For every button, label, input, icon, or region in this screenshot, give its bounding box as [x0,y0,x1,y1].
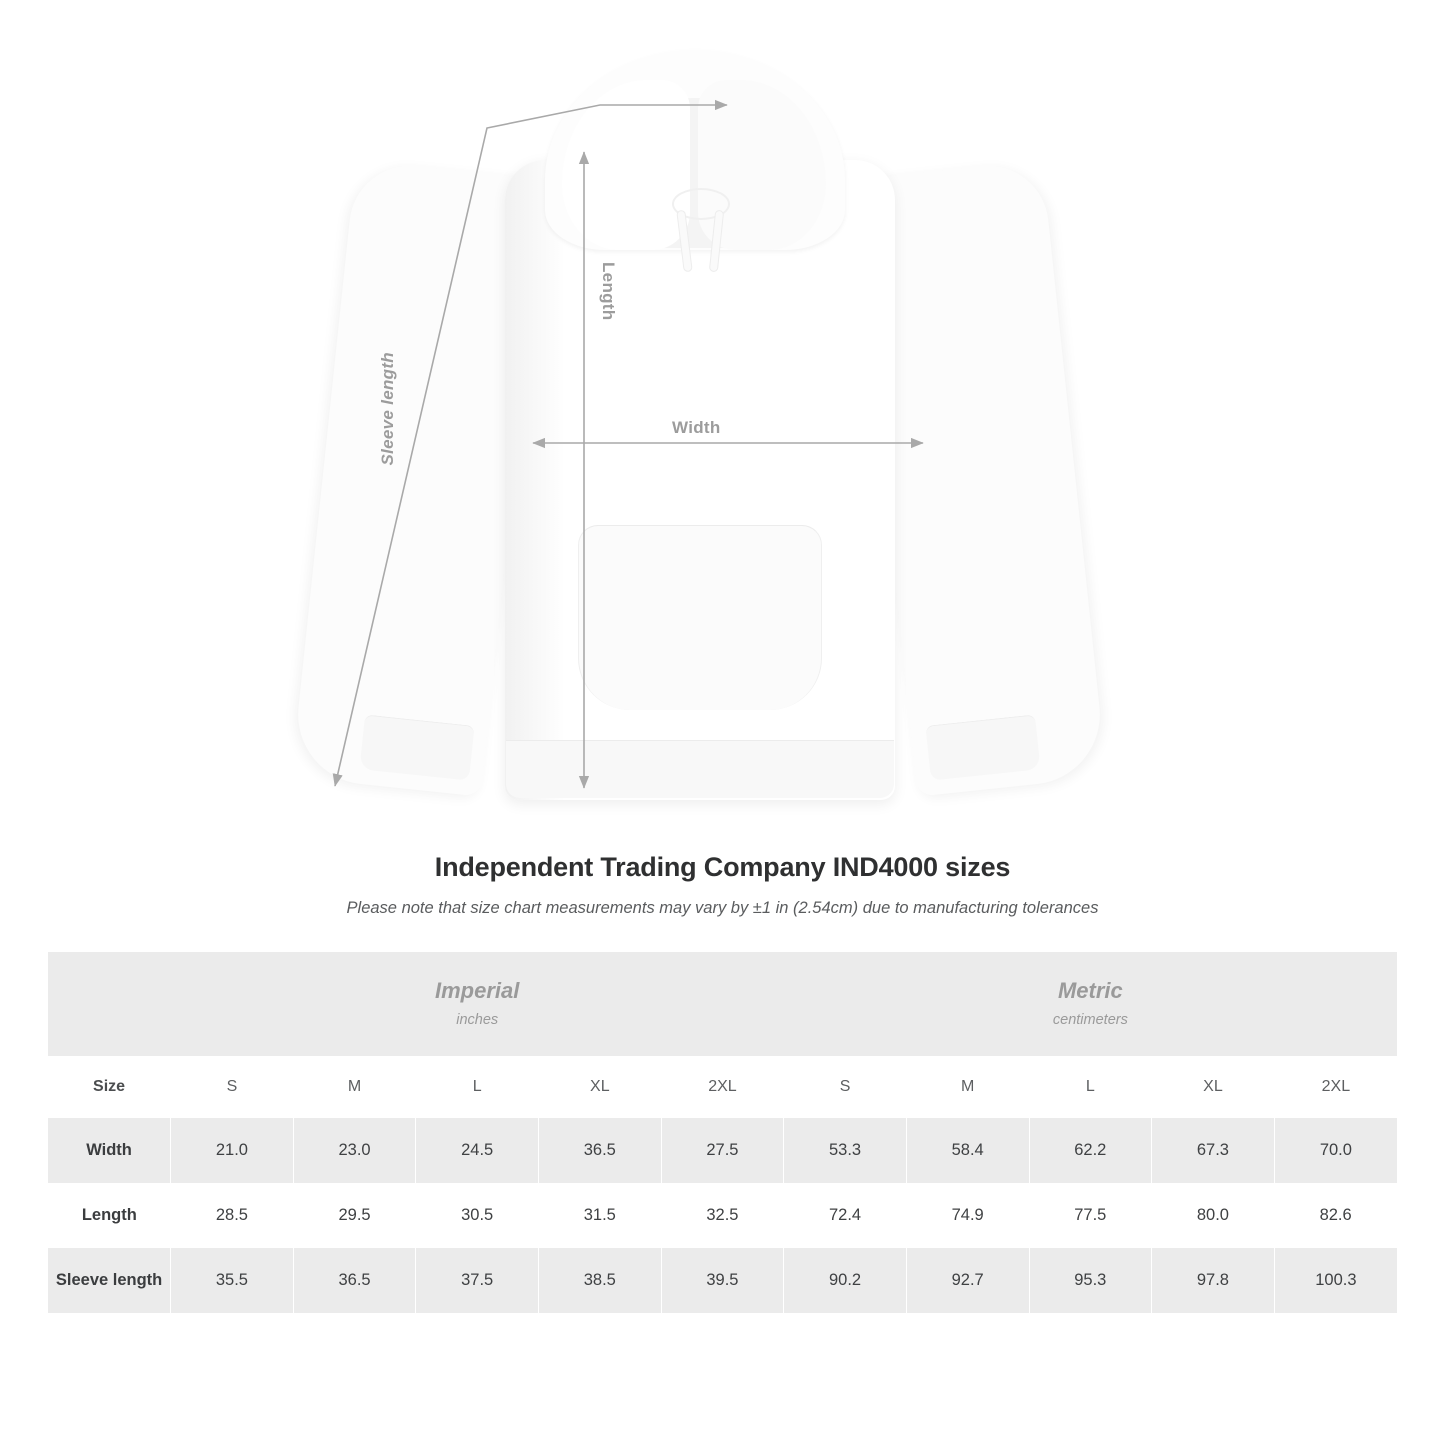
cell-sleeve-imperial-l: 37.5 [416,1248,539,1313]
cell-length-metric-xl: 80.0 [1152,1183,1275,1248]
cell-width-metric-xl: 67.3 [1152,1118,1275,1183]
header-size: Size [48,1056,171,1118]
header-imperial-l: L [416,1056,539,1118]
cell-length-metric-2xl: 82.6 [1274,1183,1397,1248]
cell-width-imperial-xl: 36.5 [539,1118,662,1183]
right-cuff [925,714,1040,780]
waist-hem [506,740,894,798]
cell-sleeve-imperial-s: 35.5 [171,1248,294,1313]
length-dimension-label: Length [599,262,618,321]
header-metric-m: M [906,1056,1029,1118]
sleeve-length-dimension-label: Sleeve length [378,352,397,466]
cell-sleeve-metric-s: 90.2 [784,1248,907,1313]
header-metric-l: L [1029,1056,1152,1118]
page-subtitle: Please note that size chart measurements may vary by ±1 in (2.54cm) due to manufacturing tolerances [346,899,1099,917]
header-imperial-s: S [171,1056,294,1118]
cell-sleeve-metric-2xl: 100.3 [1274,1248,1397,1313]
unit-name-imperial: Imperial [435,978,520,1003]
cell-sleeve-imperial-xl: 38.5 [539,1248,662,1313]
cell-sleeve-metric-m: 92.7 [906,1248,1029,1313]
cell-length-metric-m: 74.9 [906,1183,1029,1248]
cell-width-imperial-l: 24.5 [416,1118,539,1183]
row-label-width: Width [48,1118,171,1183]
cell-length-metric-l: 77.5 [1029,1183,1152,1248]
row-label-sleeve-length: Sleeve length [48,1248,171,1313]
header-metric-xl: XL [1152,1056,1275,1118]
header-metric-s: S [784,1056,907,1118]
size-chart-table-wrapper [48,952,1397,1313]
left-cuff [359,714,474,780]
unit-name-metric: Metric [1057,978,1123,1003]
table-row [48,1183,1397,1248]
table-row [48,1248,1397,1313]
cell-width-imperial-s: 21.0 [171,1118,294,1183]
cell-length-imperial-2xl: 32.5 [661,1183,784,1248]
cell-length-imperial-l: 30.5 [416,1183,539,1248]
cell-sleeve-imperial-2xl: 39.5 [661,1248,784,1313]
width-dimension-label: Width [672,418,721,437]
row-label-length: Length [48,1183,171,1248]
unit-group-imperial [171,952,784,1056]
cell-length-metric-s: 72.4 [784,1183,907,1248]
header-imperial-xl: XL [539,1056,662,1118]
page-title: Independent Trading Company IND4000 sizes [434,852,1011,882]
cell-length-imperial-s: 28.5 [171,1183,294,1248]
cell-sleeve-metric-xl: 97.8 [1152,1248,1275,1313]
table-row [48,1118,1397,1183]
unit-sub-metric: centimeters [1052,1012,1128,1028]
unit-header-row [48,952,1397,1056]
cell-width-imperial-m: 23.0 [293,1118,416,1183]
header-imperial-m: M [293,1056,416,1118]
column-header-row [48,1056,1397,1118]
cell-width-metric-2xl: 70.0 [1274,1118,1397,1183]
cell-width-metric-s: 53.3 [784,1118,907,1183]
size-chart-table [48,952,1397,1313]
cell-sleeve-imperial-m: 36.5 [293,1248,416,1313]
cell-length-imperial-m: 29.5 [293,1183,416,1248]
header-imperial-2xl: 2XL [661,1056,784,1118]
cell-length-imperial-xl: 31.5 [539,1183,662,1248]
unit-sub-imperial: inches [456,1012,499,1028]
kangaroo-pocket [578,525,822,710]
cell-sleeve-metric-l: 95.3 [1029,1248,1152,1313]
unit-header-spacer [48,952,171,1056]
unit-group-metric [784,952,1397,1056]
cell-width-metric-m: 58.4 [906,1118,1029,1183]
cell-width-imperial-2xl: 27.5 [661,1118,784,1183]
header-metric-2xl: 2XL [1274,1056,1397,1118]
cell-width-metric-l: 62.2 [1029,1118,1152,1183]
hoodie-body-shading [505,160,565,800]
